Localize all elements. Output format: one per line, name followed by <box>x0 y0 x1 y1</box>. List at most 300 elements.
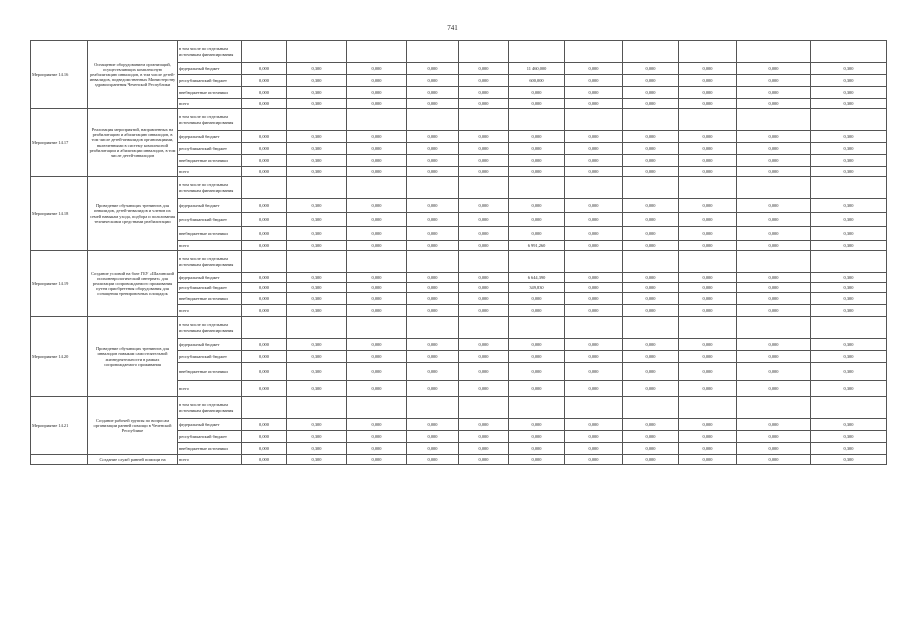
amount-cell <box>459 397 509 419</box>
amount-cell: 0,000 <box>347 227 407 241</box>
amount-cell: 0,000 <box>509 131 565 143</box>
amount-cell <box>737 317 811 339</box>
amount-cell: 0,000 <box>623 75 679 87</box>
amount-cell: 0,000 <box>509 293 565 305</box>
amount-cell: 0,000 <box>347 87 407 99</box>
amount-cell: 0,000 <box>242 293 287 305</box>
amount-cell: 0,000 <box>679 155 737 167</box>
funding-source-label: внебюджетные источники <box>178 443 242 455</box>
amount-cell <box>679 109 737 131</box>
amount-cell: 0,000 <box>347 293 407 305</box>
amount-cell: 0,000 <box>459 363 509 381</box>
amount-cell: 0,000 <box>459 143 509 155</box>
funding-source-label: республиканский бюджет <box>178 143 242 155</box>
amount-cell: 0,300 <box>811 443 887 455</box>
amount-cell <box>811 397 887 419</box>
amount-cell <box>679 251 737 273</box>
amount-cell: 0,000 <box>242 143 287 155</box>
amount-cell: 0,000 <box>565 381 623 397</box>
amount-cell: 0,000 <box>242 199 287 213</box>
amount-cell: 0,000 <box>623 99 679 109</box>
funding-source-label: внебюджетные источники <box>178 293 242 305</box>
amount-cell: 0,000 <box>347 443 407 455</box>
amount-cell <box>407 317 459 339</box>
amount-cell: 11 460,000 <box>509 63 565 75</box>
amount-cell: 0,300 <box>811 431 887 443</box>
amount-cell: 0,000 <box>679 339 737 351</box>
funding-source-label: федеральный бюджет <box>178 63 242 75</box>
amount-cell: 0,000 <box>509 155 565 167</box>
amount-cell: 0,300 <box>811 455 887 465</box>
measure-name: Реализация мероприятий, направленных на реабилитацию и абилитацию инвалидов, в том числе детей-инвалидов организациями, включенными в систему комплексной реабилитации и абилитации инвалидов, в том числе детей-инвалидов <box>88 109 178 177</box>
amount-cell <box>347 109 407 131</box>
funding-source-label: в том числе по отдельным источникам финансирования <box>178 317 242 339</box>
funding-source-label: всего <box>178 99 242 109</box>
amount-cell: 0,000 <box>509 167 565 177</box>
table-body <box>31 41 887 465</box>
amount-cell: 0,000 <box>679 351 737 363</box>
amount-cell: 0,000 <box>242 339 287 351</box>
amount-cell <box>737 397 811 419</box>
amount-cell: 0,000 <box>242 455 287 465</box>
measure-name: Создание условий на базе ГБУ «Шалинский психоневрологический интернат» для реализации сопровождаемого проживания путем приобретения оборудования для оснащения тренировочных площадок <box>88 251 178 317</box>
amount-cell: 6 991,260 <box>509 241 565 251</box>
funding-source-label: в том числе по отдельным источникам финансирования <box>178 397 242 419</box>
amount-cell: 0,000 <box>242 63 287 75</box>
amount-cell: 0,000 <box>407 155 459 167</box>
amount-cell: 0,300 <box>287 155 347 167</box>
amount-cell: 0,000 <box>565 155 623 167</box>
amount-cell: 0,000 <box>623 273 679 283</box>
amount-cell: 0,000 <box>459 419 509 431</box>
funding-source-label: республиканский бюджет <box>178 283 242 293</box>
amount-cell: 0,000 <box>737 419 811 431</box>
amount-cell: 0,000 <box>623 63 679 75</box>
amount-cell: 0,000 <box>347 241 407 251</box>
amount-cell <box>509 109 565 131</box>
amount-cell <box>679 317 737 339</box>
amount-cell: 0,300 <box>811 131 887 143</box>
amount-cell: 0,000 <box>509 213 565 227</box>
measure-code: Мероприятие 14.18 <box>31 177 88 251</box>
amount-cell: 0,300 <box>287 363 347 381</box>
amount-cell: 0,000 <box>737 213 811 227</box>
amount-cell: 0,000 <box>737 167 811 177</box>
amount-cell: 0,000 <box>565 131 623 143</box>
amount-cell: 0,000 <box>509 431 565 443</box>
amount-cell <box>565 109 623 131</box>
amount-cell: 0,000 <box>679 241 737 251</box>
funding-source-label: республиканский бюджет <box>178 213 242 227</box>
amount-cell <box>509 317 565 339</box>
amount-cell: 0,000 <box>347 283 407 293</box>
amount-cell: 0,000 <box>623 213 679 227</box>
amount-cell: 0,000 <box>737 381 811 397</box>
amount-cell: 0,300 <box>811 227 887 241</box>
amount-cell: 0,000 <box>459 273 509 283</box>
amount-cell <box>509 41 565 63</box>
amount-cell: 0,000 <box>242 241 287 251</box>
amount-cell: 0,000 <box>623 283 679 293</box>
measure-name: Оснащение оборудованием организаций, осуществляющих комплексную реабилитацию инвалидов, в том числе детей-инвалидов, подведомственных Министерству здравоохранения Чеченской Республики <box>88 41 178 109</box>
amount-cell: 0,000 <box>347 305 407 317</box>
amount-cell: 0,000 <box>623 227 679 241</box>
amount-cell: 0,000 <box>623 431 679 443</box>
funding-source-label: всего <box>178 381 242 397</box>
amount-cell: 0,300 <box>287 63 347 75</box>
amount-cell: 0,000 <box>679 75 737 87</box>
amount-cell: 0,000 <box>459 213 509 227</box>
amount-cell: 0,000 <box>737 293 811 305</box>
amount-cell: 0,000 <box>347 339 407 351</box>
table-row <box>31 317 887 339</box>
amount-cell: 0,000 <box>459 167 509 177</box>
amount-cell: 0,300 <box>287 283 347 293</box>
funding-source-label: республиканский бюджет <box>178 351 242 363</box>
amount-cell: 0,000 <box>509 87 565 99</box>
amount-cell: 0,000 <box>407 87 459 99</box>
amount-cell: 0,000 <box>509 419 565 431</box>
amount-cell: 0,000 <box>737 155 811 167</box>
amount-cell: 0,000 <box>509 351 565 363</box>
amount-cell: 0,000 <box>509 363 565 381</box>
funding-source-label: в том числе по отдельным источникам финансирования <box>178 109 242 131</box>
amount-cell: 0,000 <box>623 241 679 251</box>
measure-code: Мероприятие 14.20 <box>31 317 88 397</box>
table-row <box>31 455 887 465</box>
amount-cell: 0,000 <box>565 443 623 455</box>
amount-cell: 0,000 <box>565 431 623 443</box>
amount-cell <box>287 317 347 339</box>
amount-cell: 0,000 <box>407 363 459 381</box>
amount-cell <box>407 251 459 273</box>
funding-source-label: внебюджетные источники <box>178 363 242 381</box>
amount-cell: 0,000 <box>679 431 737 443</box>
amount-cell: 0,300 <box>287 339 347 351</box>
amount-cell <box>509 251 565 273</box>
amount-cell: 0,000 <box>565 455 623 465</box>
amount-cell: 0,000 <box>347 167 407 177</box>
amount-cell: 0,000 <box>347 131 407 143</box>
amount-cell: 0,300 <box>287 199 347 213</box>
amount-cell: 0,000 <box>459 199 509 213</box>
amount-cell: 0,000 <box>242 431 287 443</box>
amount-cell: 0,300 <box>811 419 887 431</box>
amount-cell: 0,000 <box>347 213 407 227</box>
funding-source-label: в том числе по отдельным источникам финансирования <box>178 41 242 63</box>
amount-cell: 0,000 <box>347 273 407 283</box>
amount-cell: 0,000 <box>737 283 811 293</box>
amount-cell: 0,300 <box>287 75 347 87</box>
amount-cell: 0,000 <box>407 131 459 143</box>
amount-cell: 0,000 <box>242 99 287 109</box>
amount-cell: 0,000 <box>565 213 623 227</box>
amount-cell: 0,000 <box>407 241 459 251</box>
amount-cell: 0,000 <box>737 443 811 455</box>
amount-cell: 0,000 <box>679 283 737 293</box>
amount-cell: 0,000 <box>565 199 623 213</box>
amount-cell: 0,000 <box>679 199 737 213</box>
amount-cell <box>242 251 287 273</box>
amount-cell: 0,300 <box>287 455 347 465</box>
amount-cell: 0,300 <box>811 199 887 213</box>
amount-cell: 0,300 <box>811 63 887 75</box>
amount-cell <box>811 109 887 131</box>
amount-cell: 0,000 <box>347 155 407 167</box>
amount-cell <box>565 41 623 63</box>
amount-cell: 0,000 <box>347 63 407 75</box>
amount-cell <box>287 397 347 419</box>
amount-cell <box>811 177 887 199</box>
table-row <box>31 251 887 273</box>
amount-cell: 0,300 <box>287 431 347 443</box>
amount-cell: 0,000 <box>679 419 737 431</box>
amount-cell: 0,000 <box>737 227 811 241</box>
amount-cell: 0,000 <box>679 213 737 227</box>
amount-cell: 0,000 <box>242 381 287 397</box>
amount-cell: 0,000 <box>737 87 811 99</box>
amount-cell: 0,000 <box>459 431 509 443</box>
amount-cell <box>347 251 407 273</box>
amount-cell <box>407 109 459 131</box>
amount-cell: 0,000 <box>679 99 737 109</box>
amount-cell: 0,000 <box>565 419 623 431</box>
amount-cell: 0,000 <box>407 455 459 465</box>
measure-code <box>31 455 88 465</box>
amount-cell: 0,000 <box>509 199 565 213</box>
amount-cell: 0,000 <box>623 87 679 99</box>
amount-cell: 0,300 <box>811 155 887 167</box>
amount-cell: 0,000 <box>459 305 509 317</box>
amount-cell: 0,300 <box>287 381 347 397</box>
measure-code: Мероприятие 14.16 <box>31 41 88 109</box>
amount-cell: 0,000 <box>623 167 679 177</box>
amount-cell: 0,000 <box>737 305 811 317</box>
amount-cell: 0,000 <box>679 227 737 241</box>
amount-cell: 0,000 <box>679 131 737 143</box>
amount-cell: 0,000 <box>407 419 459 431</box>
amount-cell: 0,000 <box>679 381 737 397</box>
amount-cell <box>565 317 623 339</box>
amount-cell: 0,000 <box>242 75 287 87</box>
amount-cell <box>565 251 623 273</box>
amount-cell: 0,300 <box>287 131 347 143</box>
amount-cell: 0,000 <box>565 305 623 317</box>
amount-cell <box>407 177 459 199</box>
amount-cell: 0,300 <box>811 241 887 251</box>
amount-cell: 0,000 <box>347 199 407 213</box>
amount-cell <box>347 41 407 63</box>
amount-cell: 0,000 <box>242 155 287 167</box>
amount-cell: 0,300 <box>811 87 887 99</box>
amount-cell: 0,000 <box>242 363 287 381</box>
amount-cell: 0,000 <box>623 381 679 397</box>
amount-cell: 0,000 <box>623 143 679 155</box>
amount-cell: 0,300 <box>811 213 887 227</box>
amount-cell: 0,000 <box>737 199 811 213</box>
funding-source-label: федеральный бюджет <box>178 419 242 431</box>
amount-cell: 0,000 <box>565 293 623 305</box>
amount-cell: 0,000 <box>737 363 811 381</box>
measure-name: Создание служб ранней помощи на <box>88 455 178 465</box>
amount-cell <box>287 41 347 63</box>
measure-name: Проведение обучающих тренингов для инвалидов навыкам самостоятельной жизнедеятельности в рамках сопровождаемого проживания <box>88 317 178 397</box>
amount-cell: 0,000 <box>407 167 459 177</box>
amount-cell: 0,000 <box>737 99 811 109</box>
amount-cell: 0,000 <box>679 363 737 381</box>
amount-cell: 0,000 <box>623 305 679 317</box>
amount-cell: 0,300 <box>811 363 887 381</box>
amount-cell: 0,000 <box>407 213 459 227</box>
funding-source-label: всего <box>178 241 242 251</box>
amount-cell: 0,000 <box>242 167 287 177</box>
amount-cell: 0,300 <box>287 293 347 305</box>
amount-cell: 0,000 <box>565 351 623 363</box>
amount-cell: 0,000 <box>737 431 811 443</box>
amount-cell: 0,300 <box>811 273 887 283</box>
amount-cell: 0,000 <box>407 431 459 443</box>
funding-source-label: внебюджетные источники <box>178 155 242 167</box>
amount-cell: 0,000 <box>623 363 679 381</box>
measure-name: Создание рабочей группы по вопросам организации ранней помощи в Чеченской Республике <box>88 397 178 455</box>
amount-cell <box>459 251 509 273</box>
amount-cell <box>347 397 407 419</box>
amount-cell <box>347 177 407 199</box>
amount-cell: 0,000 <box>242 273 287 283</box>
amount-cell: 0,000 <box>737 339 811 351</box>
amount-cell: 0,300 <box>287 305 347 317</box>
amount-cell <box>242 41 287 63</box>
amount-cell: 0,000 <box>737 143 811 155</box>
amount-cell: 0,000 <box>623 455 679 465</box>
amount-cell: 0,000 <box>623 155 679 167</box>
measure-name: Проведение обучающих тренингов для инвалидов, детей-инвалидов и членов их семей навыкам ухода, подбора и пользования техническими средствами реабилитации <box>88 177 178 251</box>
amount-cell <box>287 177 347 199</box>
amount-cell: 0,000 <box>407 351 459 363</box>
funding-source-label: федеральный бюджет <box>178 339 242 351</box>
amount-cell: 0,000 <box>565 99 623 109</box>
amount-cell: 0,000 <box>509 227 565 241</box>
funding-source-label: всего <box>178 305 242 317</box>
amount-cell: 0,300 <box>811 75 887 87</box>
amount-cell: 0,000 <box>459 283 509 293</box>
amount-cell: 0,000 <box>679 87 737 99</box>
amount-cell: 0,300 <box>811 99 887 109</box>
amount-cell: 0,000 <box>459 87 509 99</box>
amount-cell: 0,000 <box>565 167 623 177</box>
measure-code: Мероприятие 14.19 <box>31 251 88 317</box>
amount-cell <box>459 317 509 339</box>
measure-code: Мероприятие 14.21 <box>31 397 88 455</box>
table-row <box>31 41 887 63</box>
amount-cell: 0,300 <box>811 167 887 177</box>
amount-cell: 0,000 <box>459 293 509 305</box>
amount-cell: 0,300 <box>287 87 347 99</box>
amount-cell: 0,000 <box>737 241 811 251</box>
amount-cell <box>737 41 811 63</box>
amount-cell <box>459 109 509 131</box>
amount-cell: 0,000 <box>679 167 737 177</box>
amount-cell: 0,000 <box>509 381 565 397</box>
amount-cell <box>347 317 407 339</box>
amount-cell <box>459 177 509 199</box>
amount-cell: 0,000 <box>623 443 679 455</box>
amount-cell: 0,000 <box>679 63 737 75</box>
amount-cell <box>509 177 565 199</box>
amount-cell: 0,000 <box>242 227 287 241</box>
financing-table <box>30 40 887 465</box>
amount-cell: 0,000 <box>565 63 623 75</box>
amount-cell: 0,000 <box>347 75 407 87</box>
amount-cell <box>623 317 679 339</box>
funding-source-label: федеральный бюджет <box>178 131 242 143</box>
amount-cell: 0,000 <box>459 241 509 251</box>
amount-cell <box>242 317 287 339</box>
amount-cell: 0,000 <box>565 143 623 155</box>
amount-cell: 0,000 <box>737 273 811 283</box>
amount-cell: 0,000 <box>509 143 565 155</box>
table-row <box>31 109 887 131</box>
amount-cell: 0,000 <box>347 363 407 381</box>
amount-cell <box>737 177 811 199</box>
amount-cell <box>623 41 679 63</box>
amount-cell <box>811 251 887 273</box>
amount-cell: 0,300 <box>287 227 347 241</box>
amount-cell: 0,000 <box>407 63 459 75</box>
amount-cell: 0,000 <box>565 227 623 241</box>
amount-cell: 0,300 <box>287 213 347 227</box>
amount-cell: 0,000 <box>623 351 679 363</box>
amount-cell: 0,000 <box>347 99 407 109</box>
amount-cell <box>679 397 737 419</box>
table-row <box>31 397 887 419</box>
amount-cell: 0,300 <box>811 339 887 351</box>
amount-cell: 0,000 <box>407 339 459 351</box>
amount-cell: 0,000 <box>679 443 737 455</box>
amount-cell <box>242 397 287 419</box>
amount-cell: 0,000 <box>407 305 459 317</box>
amount-cell <box>242 177 287 199</box>
amount-cell: 0,000 <box>623 419 679 431</box>
amount-cell: 0,000 <box>509 455 565 465</box>
amount-cell: 0,000 <box>347 351 407 363</box>
amount-cell: 0,000 <box>565 273 623 283</box>
amount-cell: 0,000 <box>347 143 407 155</box>
amount-cell: 0,000 <box>737 455 811 465</box>
amount-cell: 0,300 <box>811 293 887 305</box>
funding-source-label: республиканский бюджет <box>178 431 242 443</box>
amount-cell: 0,000 <box>459 155 509 167</box>
amount-cell: 0,000 <box>679 455 737 465</box>
amount-cell: 0,000 <box>623 199 679 213</box>
amount-cell <box>737 251 811 273</box>
amount-cell: 0,300 <box>287 143 347 155</box>
amount-cell: 0,000 <box>407 293 459 305</box>
amount-cell: 0,300 <box>287 351 347 363</box>
amount-cell: 0,000 <box>459 351 509 363</box>
amount-cell: 0,000 <box>242 131 287 143</box>
amount-cell: 0,000 <box>737 75 811 87</box>
amount-cell: 0,000 <box>565 339 623 351</box>
amount-cell: 0,000 <box>242 87 287 99</box>
amount-cell <box>287 109 347 131</box>
amount-cell: 0,000 <box>407 283 459 293</box>
amount-cell: 0,000 <box>565 283 623 293</box>
amount-cell: 6 644,390 <box>509 273 565 283</box>
amount-cell: 0,000 <box>565 87 623 99</box>
amount-cell: 0,000 <box>565 75 623 87</box>
amount-cell <box>565 177 623 199</box>
